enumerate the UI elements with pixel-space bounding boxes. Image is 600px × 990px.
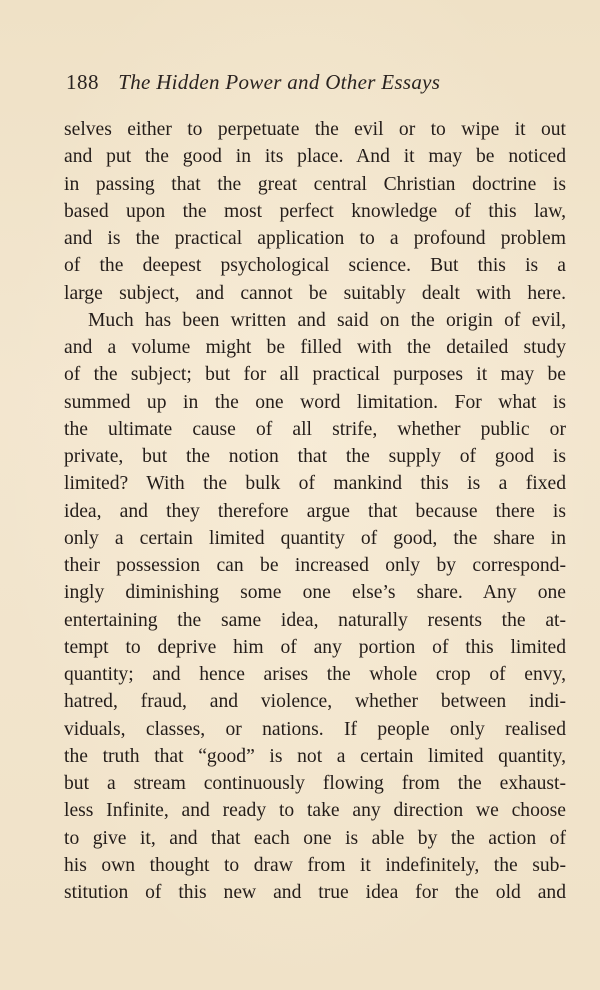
book-title: The Hidden Power and Other Essays — [118, 70, 441, 94]
paragraph-start-line: Much has been written and said on the origin of evil, — [88, 309, 566, 331]
text-line: private, but the notion that the supply of good is — [64, 446, 566, 467]
running-head — [66, 70, 546, 95]
text-line: the ultimate cause of all strife, whether public or — [64, 418, 566, 440]
text-line: limited? With the bulk of mankind this is a fixed — [64, 473, 566, 495]
text-line: tempt to deprive him of any portion of this limited — [64, 636, 566, 658]
text-line: and is the practical application to a profound problem — [64, 228, 566, 249]
text-line: viduals, classes, or nations. If people only realised — [64, 718, 566, 740]
text-line: of the deepest psychological science. But this is a — [64, 255, 566, 277]
body-text — [64, 116, 566, 906]
page-number: 188 — [66, 70, 99, 94]
text-line: quantity; and hence arises the whole crop of envy, — [64, 664, 566, 685]
text-line: and put the good in its place. And it may be noticed — [64, 146, 566, 168]
text-line: their possession can be increased only by correspond- — [64, 555, 566, 576]
text-line: stitution of this new and true idea for the old and — [64, 882, 566, 903]
text-line: entertaining the same idea, naturally resents the at- — [64, 609, 566, 631]
text-line: to give it, and that each one is able by the action of — [64, 827, 566, 849]
text-line: but a stream continuously flowing from the exhaust- — [64, 773, 566, 794]
text-line: ingly diminishing some one else’s share. Any one — [64, 582, 566, 604]
text-line: the truth that “good” is not a certain limited quantity, — [64, 745, 566, 767]
text-line: summed up in the one word limitation. For what is — [64, 391, 566, 413]
text-line: less Infinite, and ready to take any direction we choose — [64, 800, 566, 822]
text-line: and a volume might be filled with the detailed study — [64, 337, 566, 358]
text-line: his own thought to draw from it indefinitely, the sub- — [64, 854, 566, 876]
text-line: in passing that the great central Christian doctrine is — [64, 173, 566, 195]
text-line: selves either to perpetuate the evil or to wipe it out — [64, 119, 566, 140]
text-line: large subject, and cannot be suitably dealt with here. — [64, 282, 566, 304]
text-line: based upon the most perfect knowledge of this law, — [64, 200, 566, 222]
text-line: only a certain limited quantity of good, the share in — [64, 527, 566, 549]
text-line: of the subject; but for all practical purposes it may be — [64, 364, 566, 386]
text-line: hatred, fraud, and violence, whether between indi- — [64, 691, 566, 713]
text-line: idea, and they therefore argue that because there is — [64, 500, 566, 522]
